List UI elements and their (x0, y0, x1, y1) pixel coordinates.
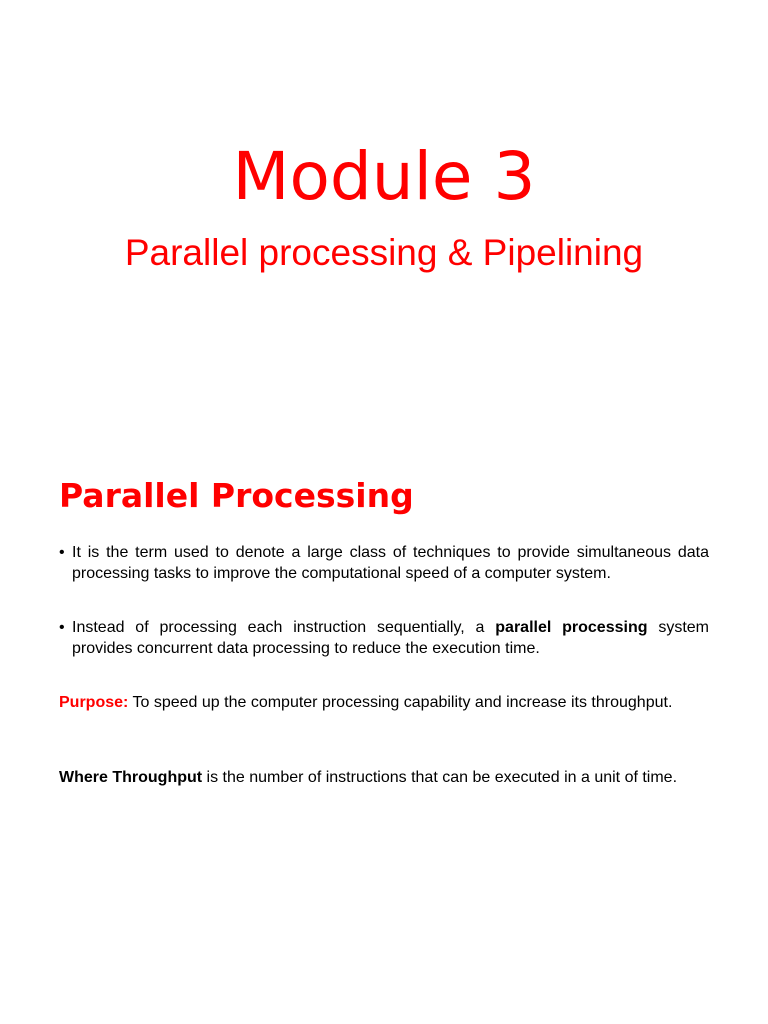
bullet-marker: • (59, 619, 65, 636)
purpose-text: To speed up the computer processing capability and increase its throughput. (128, 694, 673, 711)
slide-subtitle: Parallel processing & Pipelining (124, 232, 644, 273)
bullet-marker: • (59, 544, 65, 561)
throughput-label: Where Throughput (59, 769, 203, 786)
bullet-text: It is the term used to denote a large class of techniques to provide simultaneous data processing tasks to improve the computational speed of a computer system. (72, 544, 709, 582)
bullet-item (59, 542, 709, 584)
section-heading: Parallel Processing (59, 476, 414, 515)
slide-title: Module 3 (232, 138, 536, 215)
purpose-paragraph (59, 692, 709, 713)
bullet-text-bold: parallel processing (495, 619, 648, 636)
bullet-text-after: system provides concurrent data processing to reduce the execution time. (72, 619, 709, 657)
bullet-text-before: Instead of processing each instruction sequentially, a (72, 619, 496, 636)
purpose-label: Purpose: (59, 694, 129, 711)
throughput-paragraph (59, 767, 709, 788)
bullet-item (59, 617, 709, 659)
throughput-text: is the number of instructions that can be executed in a unit of time. (202, 769, 678, 786)
